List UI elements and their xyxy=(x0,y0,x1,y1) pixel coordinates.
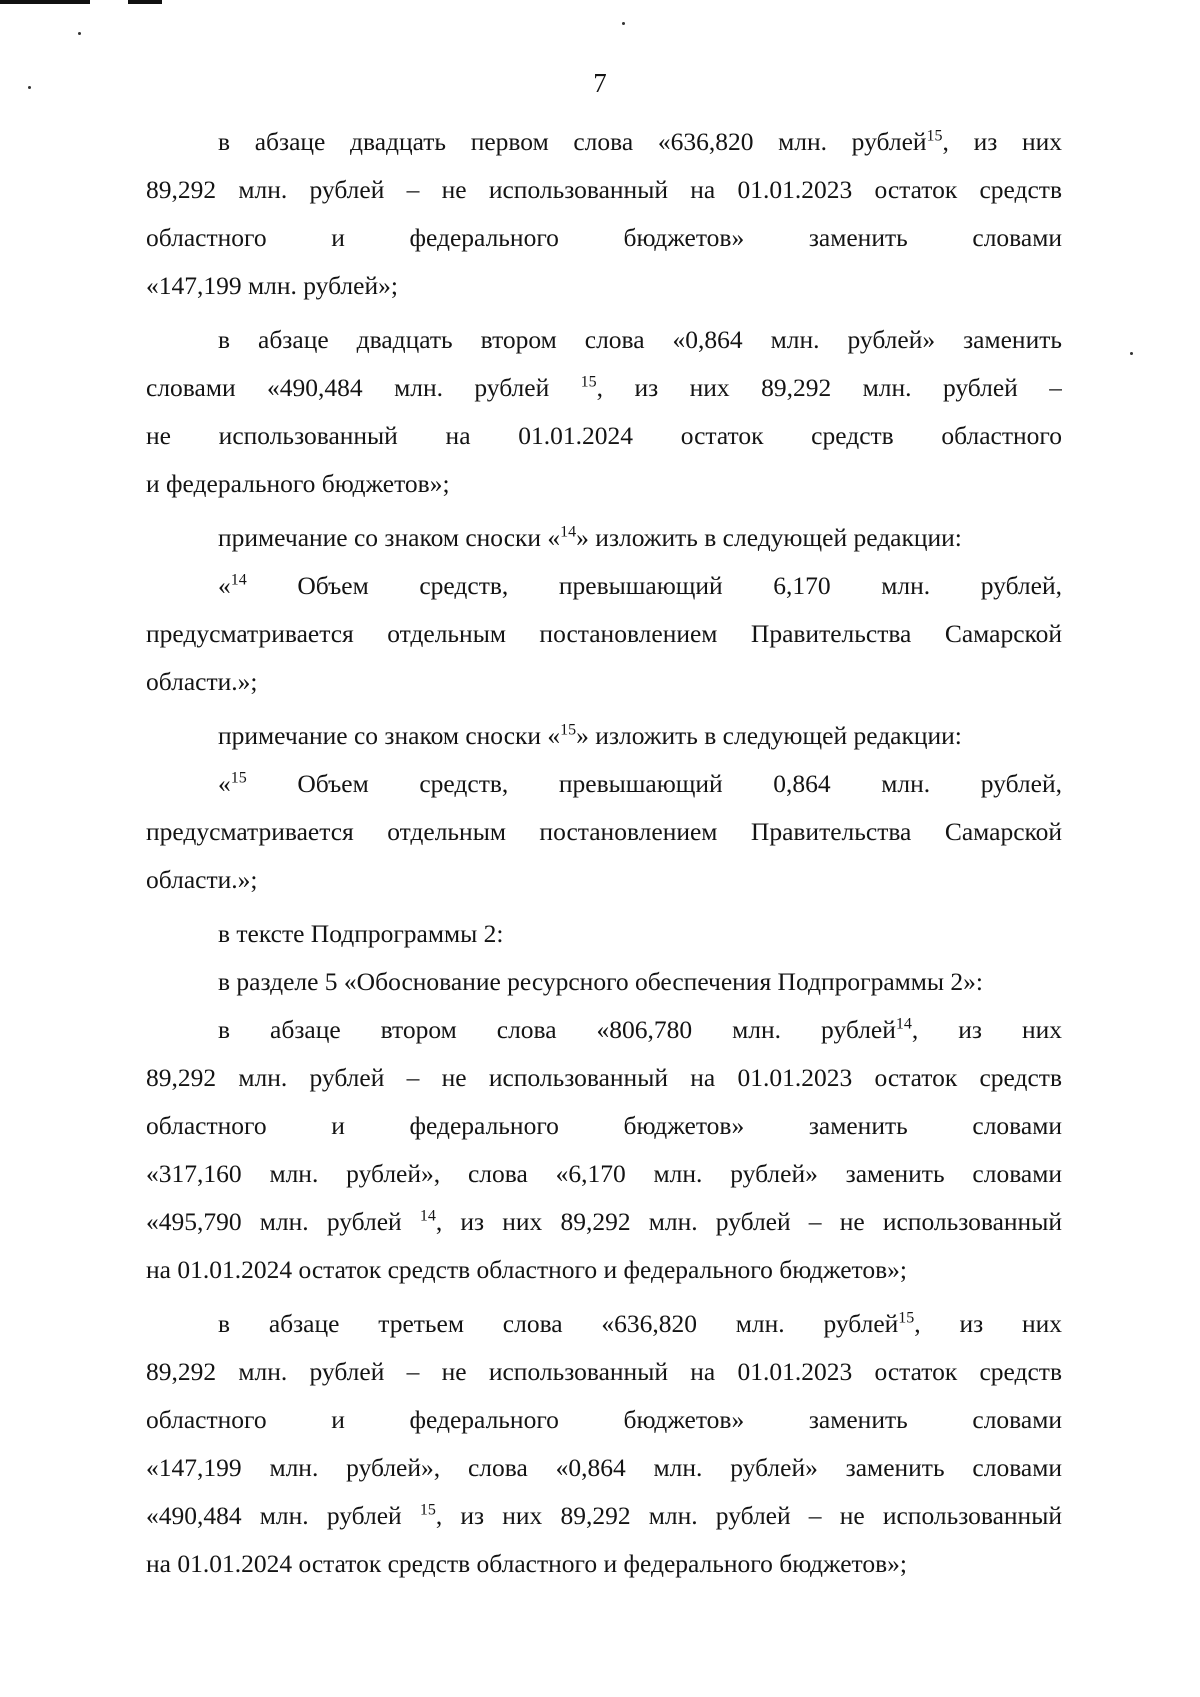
text-line: в абзаце втором слова «806,780 млн. рублей$^{14}$, из них xyxy=(218,1015,1062,1044)
text-line: предусматривается отдельным постановлением Правительства Самарской xyxy=(146,619,1062,648)
text-line: «147,199 млн. рублей»; xyxy=(146,271,398,300)
text-line: «490,484 млн. рублей $^{15}$, из них 89,292 млн. рублей – не использованный xyxy=(146,1501,1062,1530)
text-line: в абзаце третьем слова «636,820 млн. рублей$^{15}$, из них xyxy=(218,1309,1062,1338)
text-line: в абзаце двадцать втором слова «0,864 млн. рублей» заменить xyxy=(218,325,1062,354)
text-line: 89,292 млн. рублей – не использованный на 01.01.2023 остаток средств xyxy=(146,1357,1062,1386)
text-line: на 01.01.2024 остаток средств областного и федерального бюджетов»; xyxy=(146,1255,907,1284)
text-line: словами «490,484 млн. рублей $^{15}$, из них 89,292 млн. рублей – xyxy=(146,373,1062,402)
text-line: «495,790 млн. рублей $^{14}$, из них 89,292 млн. рублей – не использованный xyxy=(146,1207,1062,1236)
scan-speck xyxy=(78,32,81,35)
text-line: «147,199 млн. рублей», слова «0,864 млн. рублей» заменить словами xyxy=(146,1453,1062,1482)
text-line: областного и федерального бюджетов» заменить словами xyxy=(146,1111,1062,1140)
text-line: и федерального бюджетов»; xyxy=(146,469,450,498)
text-line: области.»; xyxy=(146,865,258,894)
text-line: на 01.01.2024 остаток средств областного и федерального бюджетов»; xyxy=(146,1549,907,1578)
text-line: в абзаце двадцать первом слова «636,820 млн. рублей$^{15}$, из них xyxy=(218,127,1062,156)
text-line: «$^{15}$ Объем средств, превышающий 0,864 млн. рублей, xyxy=(218,769,1062,798)
text-line: 89,292 млн. рублей – не использованный на 01.01.2023 остаток средств xyxy=(146,175,1062,204)
text-line: областного и федерального бюджетов» заменить словами xyxy=(146,223,1062,252)
text-line: областного и федерального бюджетов» заменить словами xyxy=(146,1405,1062,1434)
page-number: 7 xyxy=(593,68,607,98)
text-line: области.»; xyxy=(146,667,258,696)
text-line: примечание со знаком сноски «$^{15}$» изложить в следующей редакции: xyxy=(218,721,962,750)
scan-edge-mark xyxy=(0,0,90,4)
scan-speck xyxy=(622,22,625,25)
text-line: не использованный на 01.01.2024 остаток средств областного xyxy=(146,421,1062,450)
text-line: предусматривается отдельным постановлением Правительства Самарской xyxy=(146,817,1062,846)
text-line: 89,292 млн. рублей – не использованный на 01.01.2023 остаток средств xyxy=(146,1063,1062,1092)
text-line: примечание со знаком сноски «$^{14}$» изложить в следующей редакции: xyxy=(218,523,962,552)
text-line: «317,160 млн. рублей», слова «6,170 млн. рублей» заменить словами xyxy=(146,1159,1062,1188)
text-line: в разделе 5 «Обоснование ресурсного обеспечения Подпрограммы 2»: xyxy=(218,967,983,996)
text-line: в тексте Подпрограммы 2: xyxy=(218,919,504,948)
scan-speck xyxy=(1130,352,1133,355)
scan-edge-mark xyxy=(128,0,162,4)
text-line: «$^{14}$ Объем средств, превышающий 6,170 млн. рублей, xyxy=(218,571,1062,600)
